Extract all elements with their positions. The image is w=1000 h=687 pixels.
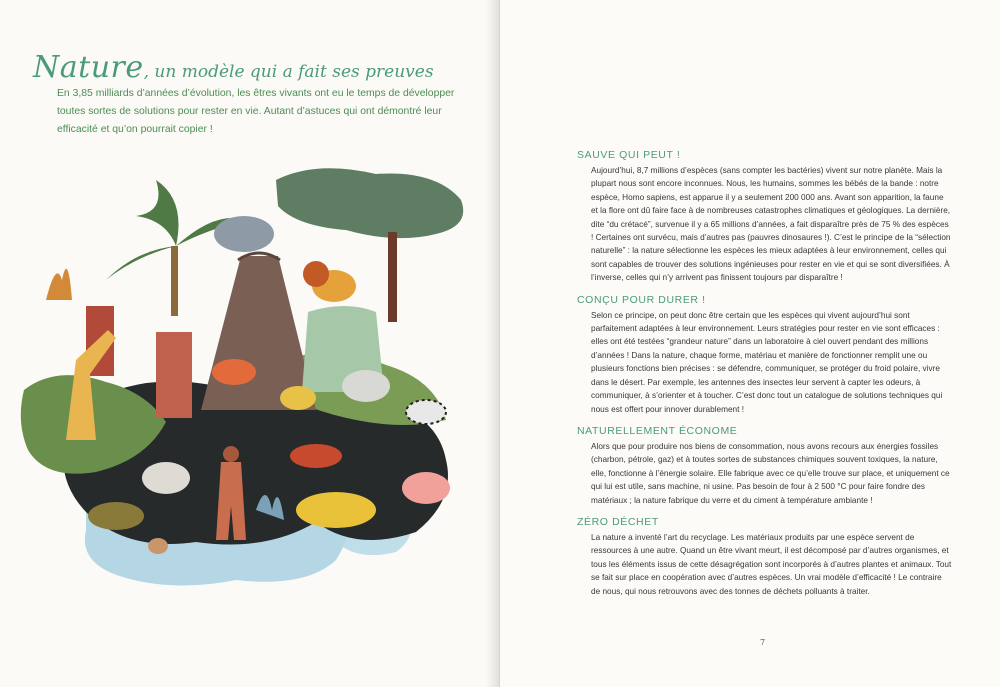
page-title (33, 47, 434, 85)
section-body: Alors que pour produire nos biens de consommation, nous avons recours aux énergies fossiles (charbon, pétrole, gaz) et à toutes sortes de substances chimiques souvent toxiques, la nature, elle, fonctionne à l’énergie solaire. Elle fabrique avec ce qu’elle trouve sur place, et uniquement ce qui lui est utile, sans machine, ni usine. Pas besoin de four à 2 500 °C pour faire fondre des matériaux ; la nature fabrique du verre et du ciment à température ambiante ! (591, 441, 950, 505)
title-main: Nature (33, 50, 144, 85)
plant (46, 269, 72, 300)
bear (342, 370, 390, 402)
leopard (296, 492, 376, 528)
page-number: 7 (760, 638, 766, 647)
section-title: NATURELLEMENT ÉCONOME (577, 424, 738, 437)
pig (402, 472, 450, 504)
section-body: Aujourd’hui, 8,7 millions d’espèces (sans compter les bactéries) vivent sur notre planète. Mais la plupart nous sont encore inconnues. Nous, les humains, sommes les bébés de la bande : notre espèce, Homo sapiens, est apparue il y a seulement 200 000 ans. Avant son apparition, la faune et la flore ont dû faire face à de nombreuses catastrophes climatiques et géologiques. La dernière, dite “du crétacé”, survenue il y a 65 millions d’années, a fait disparaître près de 75 % des espèces ! Certaines ont survécu, mais d’autres pas (pauvres dinosaures !). C’est le principe de la “sélection naturelle” : la nature sélectionne les espèces les mieux adaptées à leur environnement, celles qui sont capables de trouver des solutions ingénieuses pour rester en vie et qui se sont diversifiées. À l’inverse, celles qui n’y arrivent pas finissent toujours par disparaître ! (591, 166, 951, 283)
left-page (0, 0, 499, 687)
watercolor-illustration (16, 160, 476, 590)
lion-mane (303, 261, 329, 287)
section-body: La nature a inventé l’art du recyclage. Les matériaux produits par une espèce servent de ressources à une autre. Quand un être vivant meurt, il est décomposé par d’autres organismes, et tous les éléments issus de cette désagrégation sont incorporés à d’autres plantes et animaux. Tout se fait sur place en coopération avec d’autres espèces. Un vrai modèle d’efficacité ! Le contraire de nous, qui nous retrouvons avec des tonnes de déchets polluants à traiter. (591, 532, 952, 596)
elephant (214, 216, 274, 252)
rock-pillar (156, 332, 192, 418)
goat (280, 386, 316, 410)
section-title: SAUVE QUI PEUT ! (577, 149, 681, 161)
rabbit (148, 538, 168, 554)
palm-trunk (171, 246, 178, 316)
article-text (577, 146, 952, 604)
section-title: ZÉRO DÉCHET (577, 515, 659, 528)
sheep (142, 462, 190, 494)
fox (212, 359, 256, 385)
dinosaur (290, 444, 342, 468)
section-body: Selon ce principe, on peut donc être certain que les espèces qui vivent aujourd’hui sont parfaitement adaptées à leur environnement. Leurs stratégies pour rester en vie sont efficaces : elles ont été testées “grandeur nature” dans un laboratoire à ciel ouvert pendant des millions d’années ! Dans la nature, chaque forme, matériau et manière de fonctionner remplit une ou plusieurs fonctions bien précises : se défendre, communiquer, se protéger du froid polaire, vivre dans le désert. Par exemple, les antennes des insectes leur servent à capter les odeurs, à communiquer, à s’orienter et à toucher. C’est donc tout un catalogue de solutions techniques qui nous est offert pour innover durablement ! (591, 310, 943, 414)
human-head (223, 446, 239, 462)
zebra (406, 400, 446, 424)
tree-trunk (388, 232, 397, 322)
section-title: CONÇU POUR DURER ! (577, 293, 706, 306)
intro-paragraph: En 3,85 milliards d’années d’évolution, les êtres vivants ont eu le temps de développer toutes sortes de solutions pour rester en vie. Autant d’astuces qui ont démontré leur efficacité et qu’on pourrait copier ! (57, 88, 455, 135)
turtle (88, 502, 144, 530)
title-subtitle: , un modèle qui a fait ses preuves (143, 62, 434, 82)
tree-canopy (276, 168, 463, 238)
